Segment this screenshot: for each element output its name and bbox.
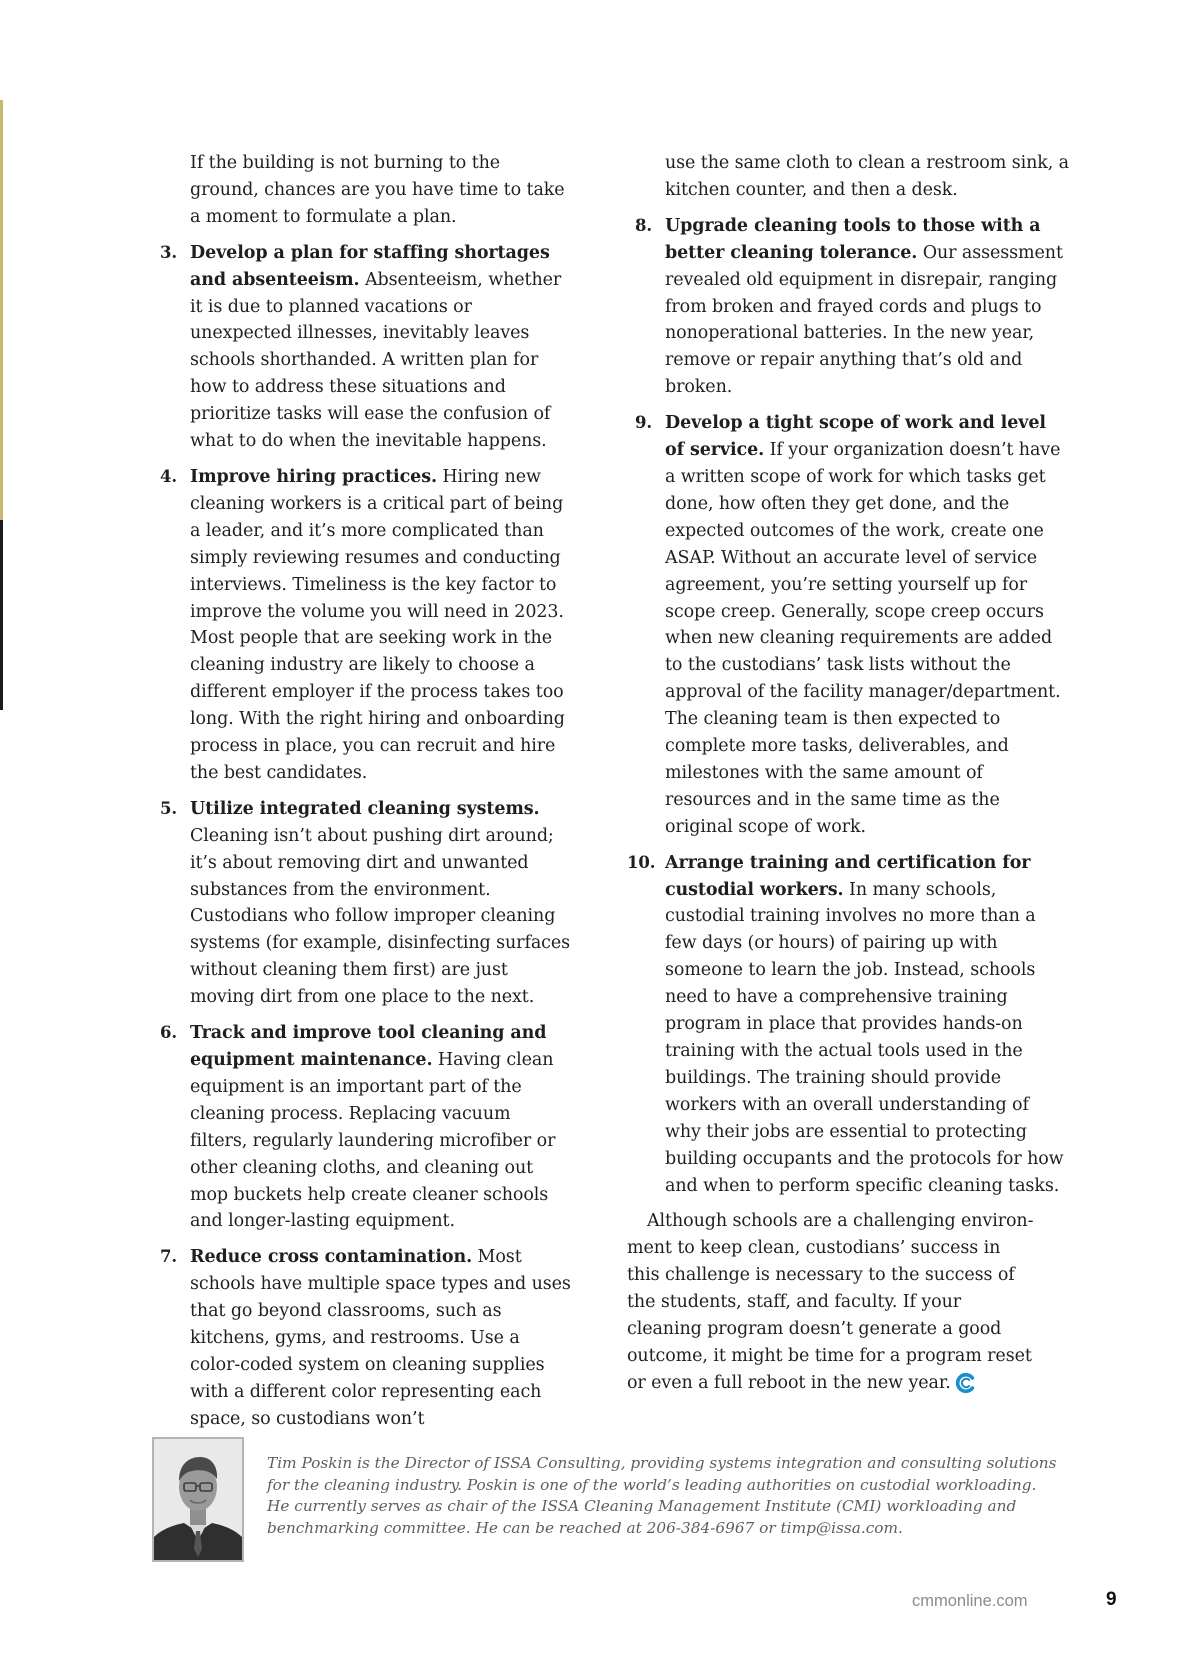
list-item-body: If your organization doesn’t have a written scope of work for which tasks get done, how often they get done, and the expected outcomes of the work, create one ASAP. Without an accurate level of service agreement, you’re setting yourself up for scope creep. Generally, scope creep occurs when new cleaning requirements are added to the custodians’ task lists without the approval of the facility manager/department. The cleaning team is then expected to complete more tasks, deliverables, and milestones with the same amount of resources and in the same time as the original scope of work.: [665, 440, 1061, 837]
closing-text: ment to keep clean, custodians’ success in this challenge is necessary to the success of the students, staff, and faculty. If your cleaning program doesn’t generate a good outcome, it might be time for a program reset or even a full reboot in the new year.: [627, 1238, 1032, 1393]
list-item-heading: Improve hiring practices.: [190, 466, 437, 487]
list-item-number: 6.: [160, 1023, 178, 1043]
author-bio-text: Tim Poskin is the Director of ISSA Consulting, providing systems integration and consulting solutions for the cleaning industry. Poskin is one of the world’s leading authorities on custodial workloading. He currently serves as chair of the ISSA Cleaning Management Institute (CMI) workloading and benchmarking committee. He can be reached at 206-384-6967 or timp@issa.com.: [267, 1454, 1057, 1537]
right-column: [627, 150, 1070, 1397]
closing-paragraph: [627, 1208, 1037, 1396]
list-item-heading: Develop a tight scope of work and level of service.: [665, 413, 1046, 461]
list-item: [627, 850, 1070, 1200]
author-portrait: [152, 1437, 244, 1562]
list-item-body: Absenteeism, whether it is due to planned vacations or unexpected illnesses, inevitably leaves schools shorthanded. A written plan for how to address these situations and prioritize tasks will ease the confusion of what to do when the inevitable happens.: [190, 269, 562, 452]
list-item-number: 9.: [635, 413, 653, 433]
author-portrait-image: [154, 1439, 242, 1560]
list-item-body: In many schools, custodial training involves no more than a few days (or hours) of pairing up with someone to learn the job. Instead, schools need to have a comprehensive training program in place that provides hands-on training with the actual tools used in the buildings. The training should provide workers with an overall understanding of why their jobs are essential to protecting building occupants and the protocols for how and when to perform specific cleaning tasks.: [665, 879, 1064, 1196]
list-item-number: 5.: [160, 798, 178, 818]
page-number: 9: [1106, 1589, 1117, 1610]
end-of-article-icon: [955, 1372, 977, 1394]
list-item-number: 4.: [160, 466, 178, 486]
list-item-heading: Upgrade cleaning tools to those with a better cleaning tolerance.: [665, 215, 1041, 263]
continuation-paragraph: use the same cloth to clean a restroom sink, a kitchen counter, and then a desk.: [665, 153, 1070, 200]
list-item: [160, 796, 572, 1011]
footer-website: cmmonline.com: [912, 1592, 1028, 1610]
intro-paragraph: If the building is not burning to the ground, chances are you have time to take a moment to formulate a plan.: [190, 153, 565, 227]
list-item-heading: Reduce cross contamination.: [190, 1247, 473, 1268]
list-item: [635, 213, 1070, 401]
list-item: [160, 240, 572, 455]
list-item-heading: Track and improve tool cleaning and equipment maintenance.: [190, 1023, 547, 1070]
page-edge-shadow: [0, 520, 3, 710]
list-item-heading: Utilize integrated cleaning systems.: [190, 798, 540, 819]
list-item-number: 3.: [160, 242, 178, 262]
left-column: [160, 150, 572, 1433]
list-item: [635, 410, 1070, 841]
list-item-body: Having clean equipment is an important part of the cleaning process. Replacing vacuum filters, regularly laundering microfiber or other cleaning cloths, and cleaning out mop buckets help create cleaner schools and longer-lasting equipment.: [190, 1050, 556, 1232]
list-item-number: 10.: [627, 852, 656, 872]
list-item-body: Cleaning isn’t about pushing dirt around; it’s about removing dirt and unwanted substances from the environment. Custodians who follow improper cleaning systems (for example, disinfecting surfaces without cleaning them first) are just moving dirt from one place to the next.: [190, 825, 570, 1008]
list-item-number: 7.: [160, 1247, 178, 1267]
list-item: [160, 1020, 572, 1235]
list-item: [160, 464, 572, 787]
list-item-heading: Develop a plan for staffing shortages and absenteeism.: [190, 242, 550, 290]
closing-first-line: Although schools are a challenging environ-: [647, 1211, 1034, 1232]
list-item-body: Our assessment revealed old equipment in disrepair, ranging from broken and frayed cords and plugs to nonoperational batteries. In the new year, remove or repair anything that’s old and broken.: [665, 242, 1063, 398]
list-item-heading: Arrange training and certification for custodial workers.: [665, 852, 1031, 900]
list-item-number: 8.: [635, 215, 653, 235]
list-item-body: Most schools have multiple space types and uses that go beyond classrooms, such as kitchens, gyms, and restrooms. Use a color-coded system on cleaning supplies with a different color representing each space, so custodians won’t: [190, 1247, 571, 1429]
author-bio-box: [152, 1437, 1057, 1562]
list-item: [160, 1244, 572, 1432]
list-item-body: Hiring new cleaning workers is a critical part of being a leader, and it’s more complicated than simply reviewing resumes and conducting interviews. Timeliness is the key factor to improve the volume you will need in 2023. Most people that are seeking work in the cleaning industry are likely to choose a different employer if the process takes too long. With the right hiring and onboarding process in place, you can recruit and hire the best candidates.: [190, 466, 565, 783]
